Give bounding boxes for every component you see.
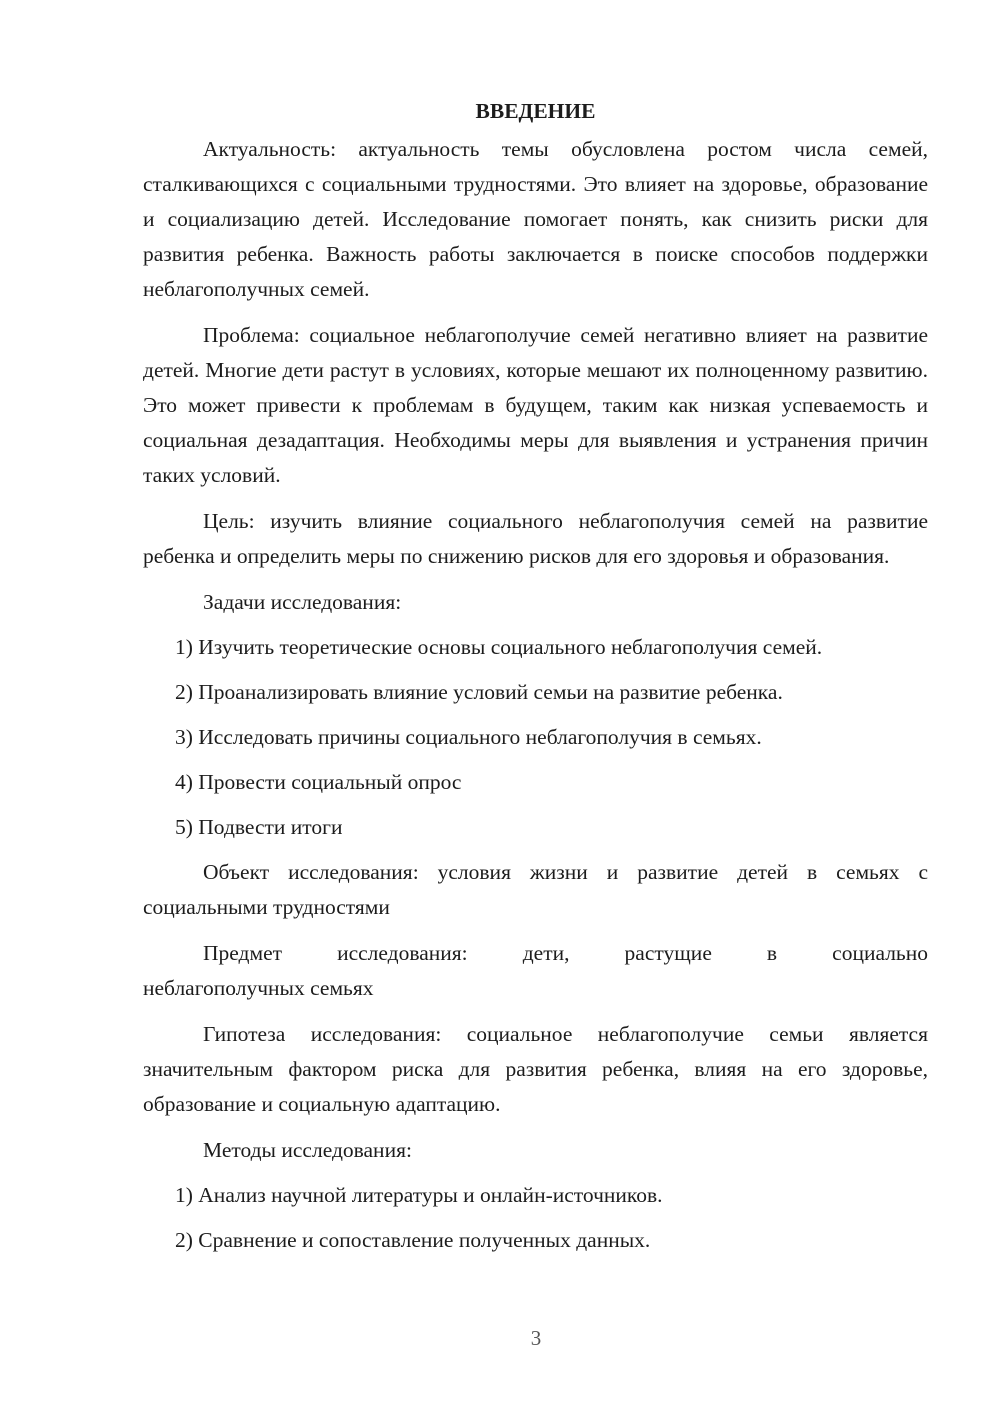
paragraph-relevance: Актуальность: актуальность темы обусловлена ростом числа семей, сталкивающихся с социальными трудностями. Это влияет на здоровье, образование и социализацию детей. Исследование помогает понять, как снизить риски для развития ребенка. Важность работы заключается в поиске способов поддержки неблагополучных семей. <box>143 137 928 301</box>
document-page <box>143 92 928 1258</box>
paragraph-goal: Цель: изучить влияние социального неблагополучия семей на развитие ребенка и определить меры по снижению рисков для его здоровья и образования. <box>143 509 928 568</box>
paragraph-subject-line1: Предмет исследования: дети, растущие в социально <box>203 941 928 965</box>
task-item-5: 5) Подвести итоги <box>175 815 343 839</box>
paragraph-hypothesis: Гипотеза исследования: социальное неблагополучие семьи является значительным фактором риска для развития ребенка, влияя на его здоровье, образование и социальную адаптацию. <box>143 1022 928 1116</box>
task-item-3: 3) Исследовать причины социального неблагополучия в семьях. <box>175 725 762 749</box>
paragraph-object: Объект исследования: условия жизни и развитие детей в семьях с социальными трудностями <box>143 860 928 919</box>
paragraph-problem: Проблема: социальное неблагополучие семей негативно влияет на развитие детей. Многие дети растут в условиях, которые мешают их полноценному развитию. Это может привести к проблемам в будущем, таким как низкая успеваемость и социальная дезадаптация. Необходимы меры для выявления и устранения причин таких условий. <box>143 323 928 487</box>
task-item-4: 4) Провести социальный опрос <box>175 770 462 794</box>
task-item-2: 2) Проанализировать влияние условий семьи на развитие ребенка. <box>175 680 783 704</box>
method-item-1: 1) Анализ научной литературы и онлайн-источников. <box>175 1183 663 1207</box>
paragraph-subject-line2: неблагополучных семьях <box>143 976 374 1000</box>
tasks-heading: Задачи исследования: <box>203 590 402 614</box>
task-item-1: 1) Изучить теоретические основы социального неблагополучия семей. <box>175 635 823 659</box>
methods-heading: Методы исследования: <box>203 1138 412 1162</box>
section-title: ВВЕДЕНИЕ <box>475 99 596 123</box>
page-number: 3 <box>530 1326 542 1350</box>
method-item-2: 2) Сравнение и сопоставление полученных данных. <box>175 1228 651 1252</box>
